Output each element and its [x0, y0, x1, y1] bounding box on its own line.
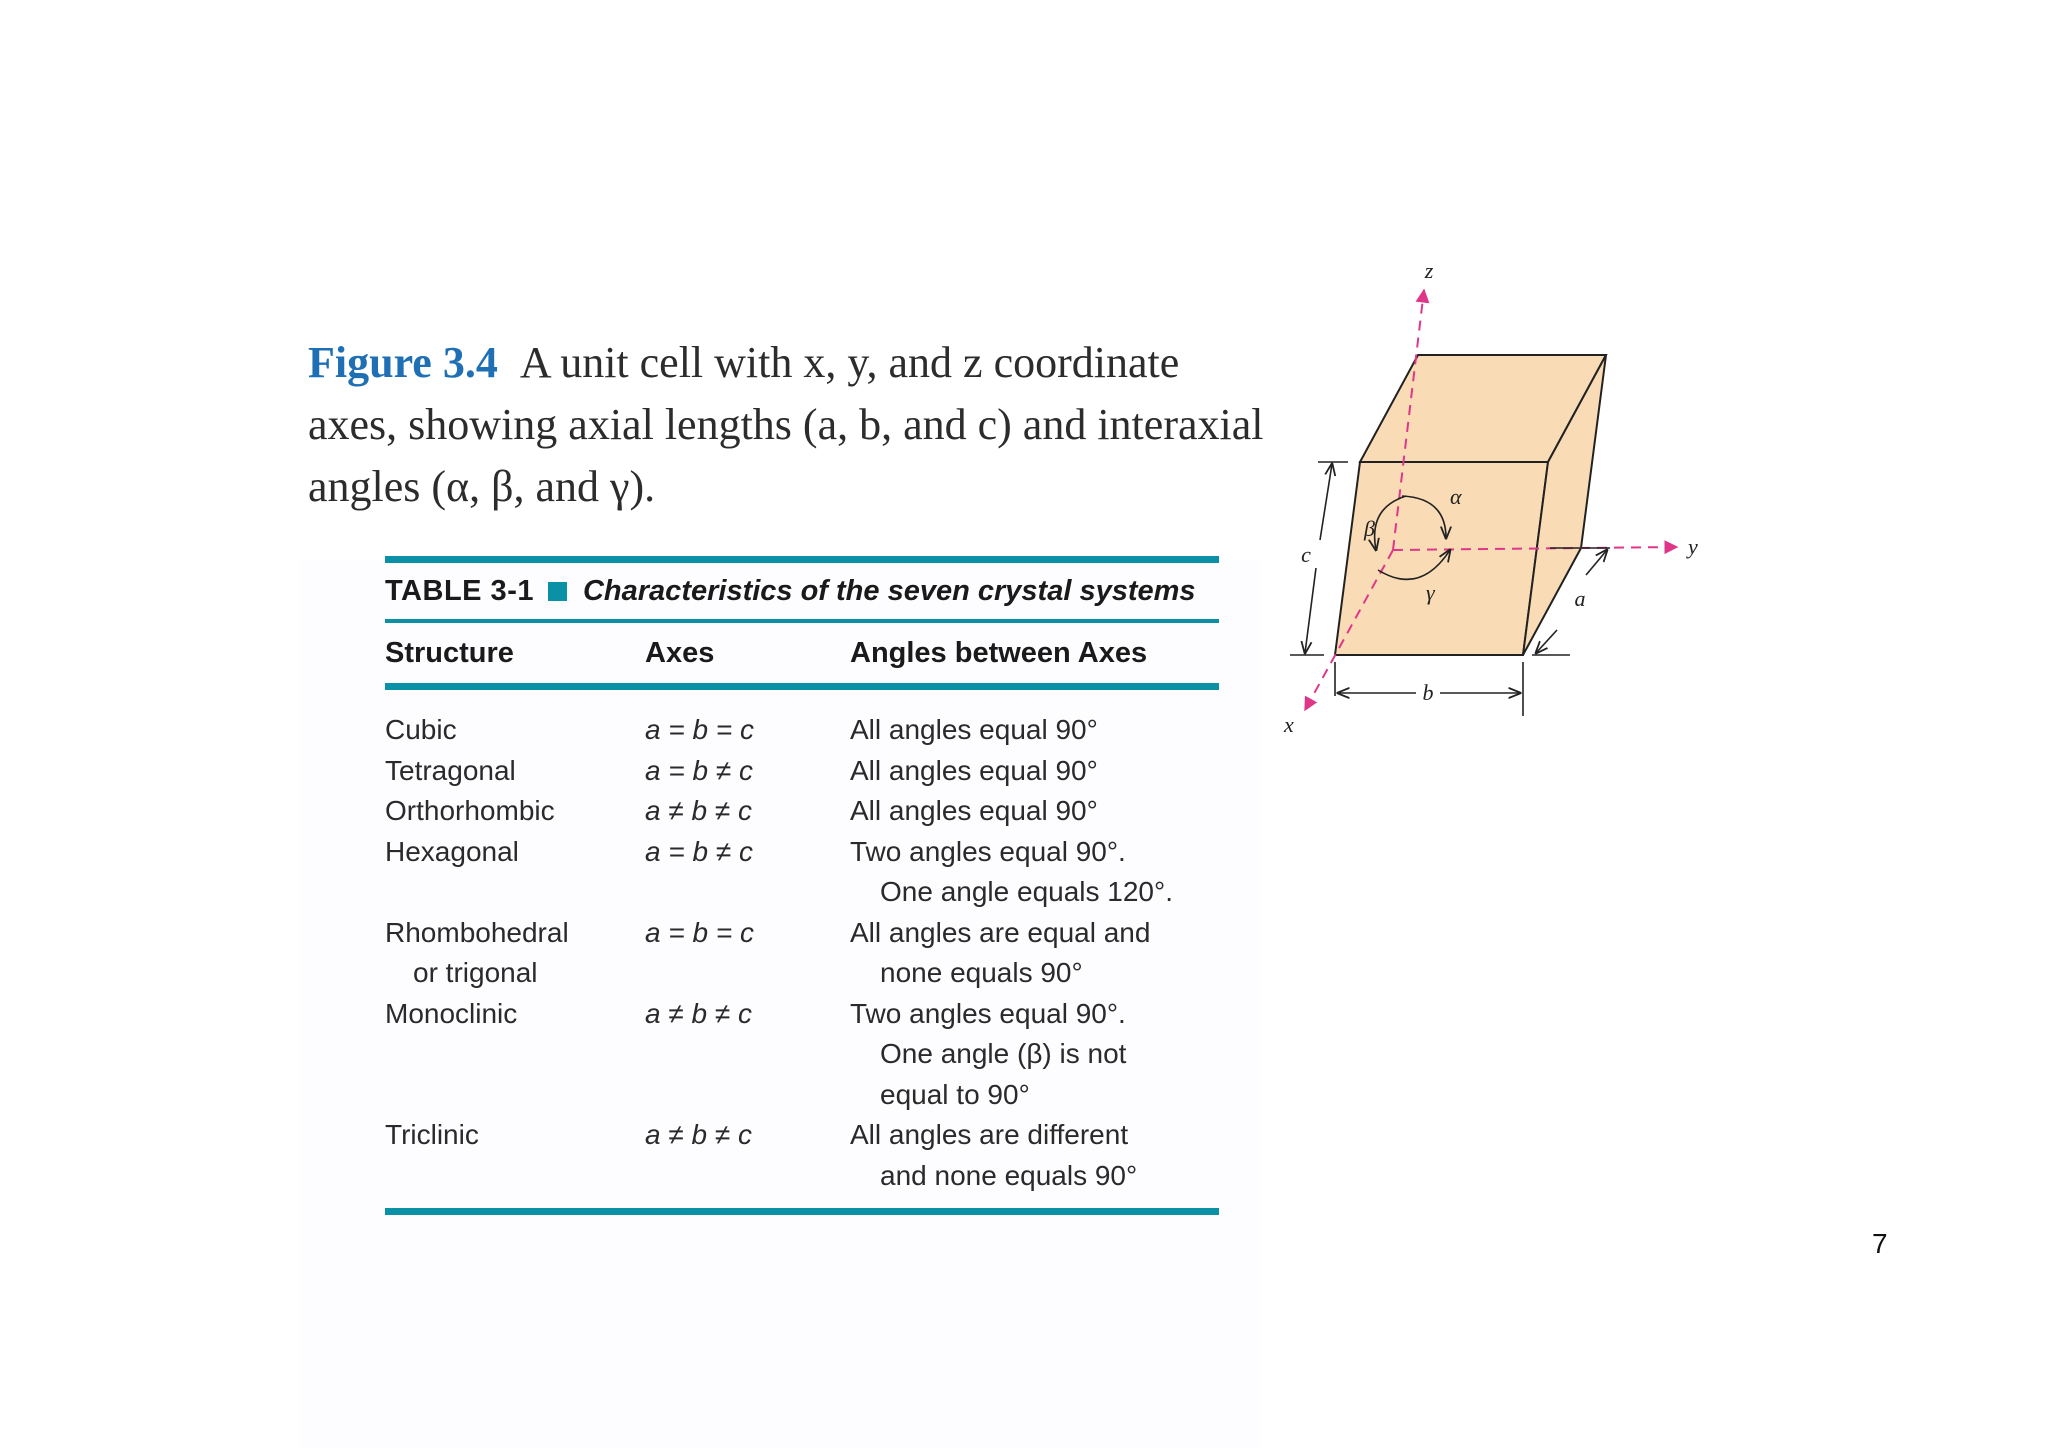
beta-angle-label: β [1364, 516, 1375, 541]
angles-cell: Two angles equal 90°. [850, 997, 1126, 1029]
angles-cell: All angles equal 90° [850, 754, 1098, 786]
table-row [385, 751, 1219, 792]
figure-label: Figure 3.4 [308, 338, 498, 387]
structure-cell: Tetragonal [385, 754, 516, 786]
angles-cell: All angles equal 90° [850, 795, 1098, 826]
angles-cell: All angles are different [850, 1119, 1129, 1150]
z-axis-label: z [1424, 258, 1434, 283]
header-structure: Structure [385, 636, 514, 669]
axes-cell: a ≠ b ≠ c [645, 1119, 752, 1150]
angles-cell: Two angles equal 90°. [850, 835, 1126, 867]
table-top-rule [385, 556, 1219, 563]
a-dimension-line-upper [1586, 550, 1607, 575]
angles-cell: All angles are equal and [850, 916, 1151, 948]
figure-caption [308, 332, 1268, 518]
y-axis-label: y [1688, 534, 1698, 559]
table-row [385, 832, 1219, 913]
structure-cell: Triclinic [385, 1119, 479, 1150]
alpha-angle-label: α [1450, 484, 1462, 509]
header-axes: Axes [645, 636, 715, 669]
crystal-systems-table [385, 556, 1219, 1215]
structure-cell: Monoclinic [385, 997, 518, 1029]
axes-cell: a ≠ b ≠ c [645, 997, 752, 1029]
table-number: TABLE 3-1 [385, 574, 534, 607]
angles-cell-continued: none equals 90° [880, 957, 1083, 988]
table-bottom-rule [385, 1208, 1219, 1215]
table-header-row [385, 623, 1219, 683]
axes-cell: a = b = c [645, 714, 754, 745]
table-title-bar [385, 563, 1219, 619]
table-title: Characteristics of the seven crystal systems [582, 574, 1196, 607]
a-length-label: a [1574, 586, 1586, 611]
square-bullet-icon [548, 582, 567, 601]
table-row [385, 994, 1219, 1116]
x-axis-label: x [1284, 712, 1294, 737]
c-length-label: c [1301, 542, 1311, 567]
structure-cell-continued: or trigonal [413, 957, 538, 988]
angles-cell-continued: equal to 90° [880, 1078, 1030, 1110]
header-angles: Angles between Axes [850, 636, 1148, 669]
angles-cell: All angles equal 90° [850, 714, 1098, 745]
b-length-label: b [1422, 680, 1434, 705]
table-row [385, 1115, 1219, 1196]
table-row [385, 791, 1219, 832]
figure-caption-text: A unit cell with x, y, and z coordinate axes, showing axial lengths (a, b, and c) and interaxial angles (α, β, and γ). [308, 338, 1264, 511]
structure-cell: Hexagonal [385, 835, 519, 867]
structure-cell: Orthorhombic [385, 795, 555, 826]
axes-cell: a = b ≠ c [645, 835, 753, 867]
c-dimension-line-upper [1320, 464, 1332, 540]
unit-cell-diagram [1250, 250, 1710, 750]
cell-front-face [1335, 462, 1548, 655]
angles-cell-continued: One angle equals 120°. [880, 876, 1173, 907]
a-dimension-line-lower [1536, 630, 1557, 653]
table-row [385, 710, 1219, 751]
axes-cell: a = b ≠ c [645, 754, 753, 786]
table-row [385, 913, 1219, 994]
angles-cell-continued: and none equals 90° [880, 1159, 1138, 1191]
table-body [385, 690, 1219, 1208]
structure-cell: Rhombohedral [385, 916, 569, 948]
structure-cell: Cubic [385, 714, 457, 745]
axes-cell: a = b = c [645, 916, 754, 948]
page-number: 7 [1872, 1228, 1888, 1259]
table-header-rule [385, 683, 1219, 690]
angles-cell-continued: One angle (β) is not [880, 1038, 1127, 1069]
gamma-angle-label: γ [1426, 580, 1435, 605]
c-dimension-line-lower [1305, 568, 1316, 653]
axes-cell: a ≠ b ≠ c [645, 795, 752, 826]
